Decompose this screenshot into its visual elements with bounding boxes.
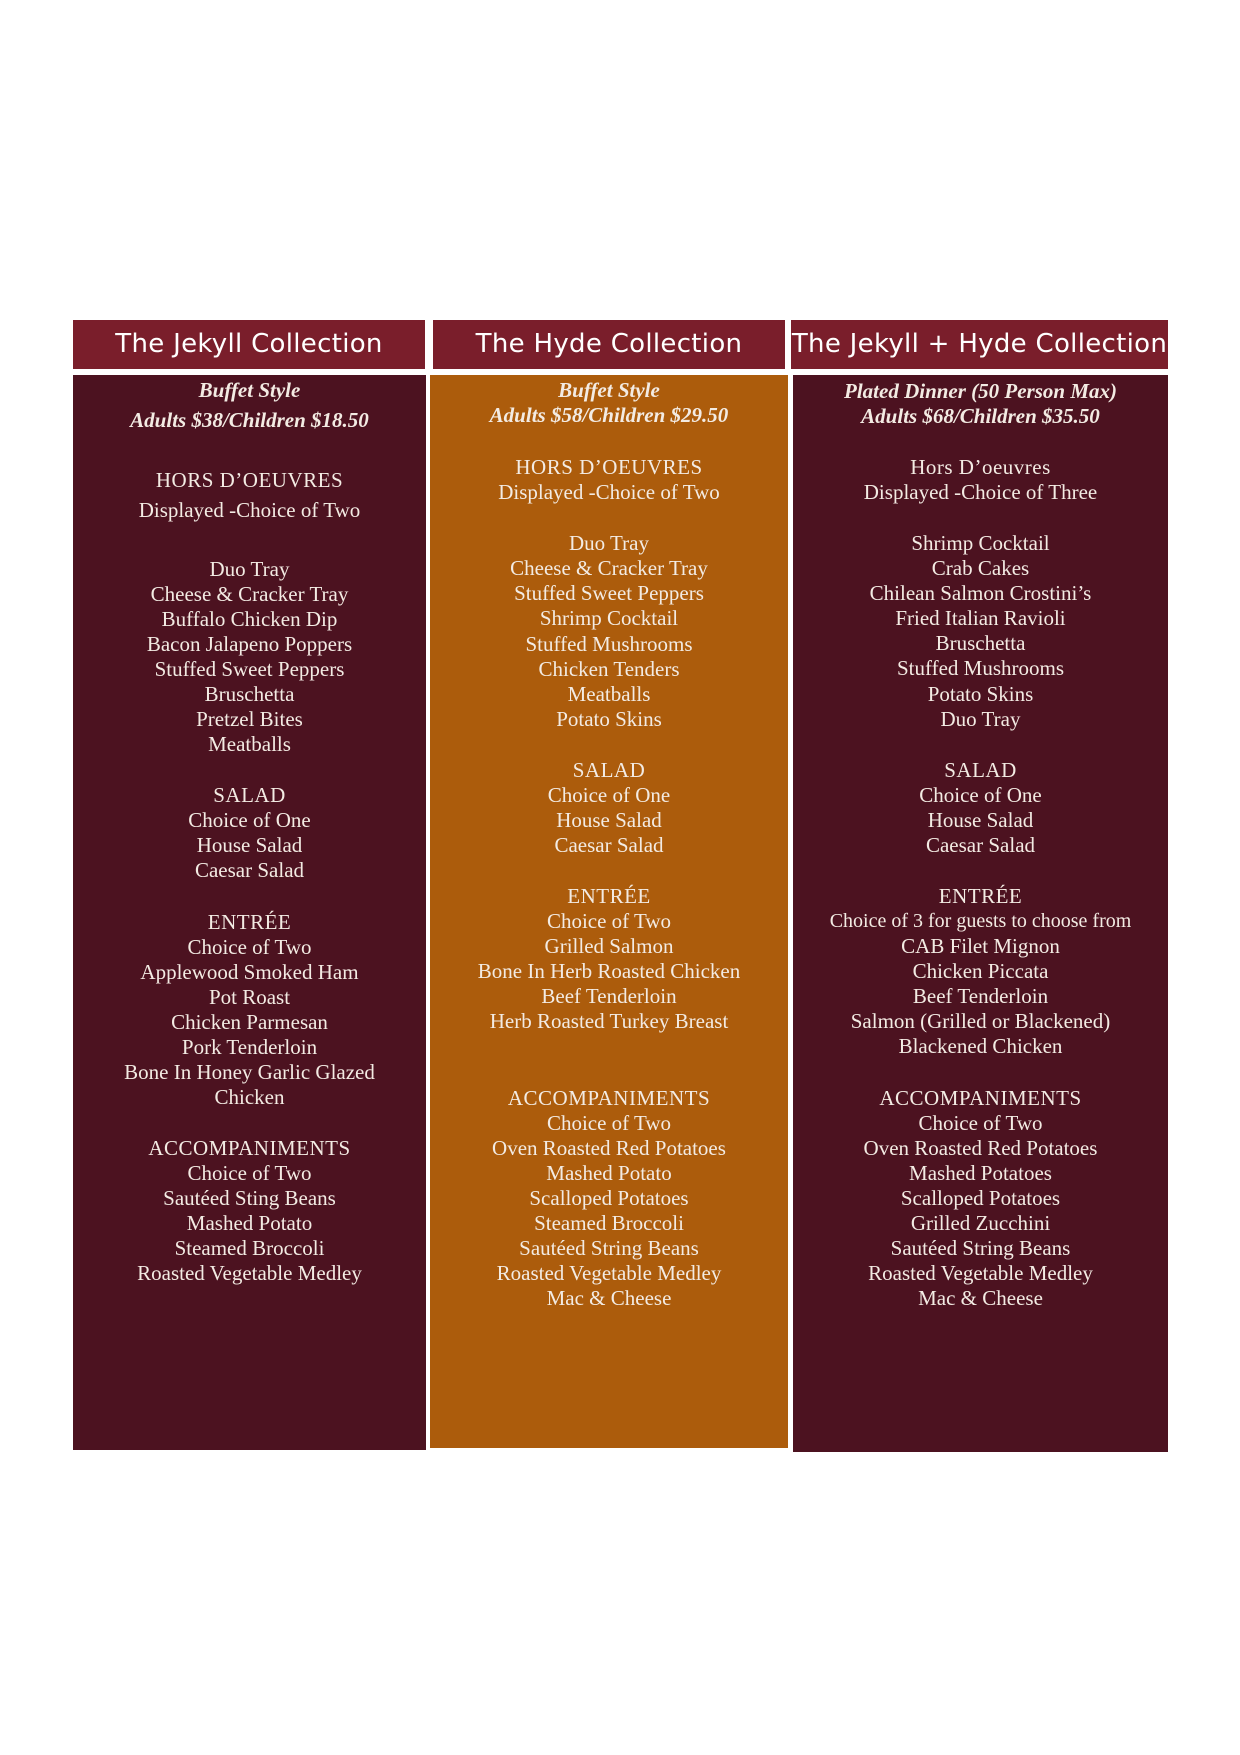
menu-item: Cheese & Cracker Tray — [510, 556, 708, 580]
service-style: Plated Dinner (50 Person Max) — [844, 379, 1117, 403]
menu-item: Herb Roasted Turkey Breast — [489, 1009, 729, 1033]
menu-item: House Salad — [196, 833, 303, 857]
hyde-collection-panel — [430, 375, 788, 1448]
service-style: Buffet Style — [198, 378, 301, 402]
entree-heading: ENTRÉE — [938, 884, 1023, 908]
menu-item: Steamed Broccoli — [534, 1211, 684, 1235]
menu-item: Chicken Piccata — [912, 959, 1049, 983]
hors-doeuvres-heading: HORS D’OEUVRES — [155, 468, 344, 492]
menu-item: Oven Roasted Red Potatoes — [863, 1136, 1098, 1160]
menu-item: Stuffed Sweet Peppers — [514, 581, 704, 605]
jekyll-hyde-collection-panel — [793, 375, 1168, 1452]
menu-item: Chicken Tenders — [538, 657, 680, 681]
menu-item: Mac & Cheese — [546, 1286, 672, 1310]
menu-item: Bruschetta — [204, 682, 295, 706]
menu-item: Duo Tray — [940, 707, 1021, 731]
menu-item: Sautéed Sting Beans — [163, 1186, 336, 1210]
menu-item: Scalloped Potatoes — [900, 1186, 1061, 1210]
menu-item: Beef Tenderloin — [541, 984, 677, 1008]
salad-heading: SALAD — [944, 758, 1017, 782]
menu-item: Cheese & Cracker Tray — [150, 582, 349, 606]
menu-item: Meatballs — [567, 682, 651, 706]
salad-choice: Choice of One — [188, 808, 311, 832]
menu-item: Bruschetta — [935, 631, 1026, 655]
menu-item: Oven Roasted Red Potatoes — [492, 1136, 726, 1160]
menu-item: Grilled Zucchini — [910, 1211, 1051, 1235]
menu-item: Potato Skins — [556, 707, 662, 731]
menu-item: Beef Tenderloin — [912, 984, 1049, 1008]
entree-heading: ENTRÉE — [207, 910, 292, 934]
service-style: Buffet Style — [558, 378, 660, 402]
menu-item: Sautéed String Beans — [890, 1236, 1071, 1260]
menu-item: Roasted Vegetable Medley — [868, 1261, 1093, 1285]
menu-item: Chilean Salmon Crostini’s — [869, 581, 1092, 605]
menu-item: Bacon Jalapeno Poppers — [146, 632, 353, 656]
menu-item: Scalloped Potatoes — [529, 1186, 689, 1210]
accompaniments-choice: Choice of Two — [918, 1111, 1043, 1135]
accompaniments-heading: ACCOMPANIMENTS — [148, 1136, 351, 1160]
menu-item: Mashed Potatoes — [909, 1161, 1052, 1185]
menu-item: Shrimp Cocktail — [539, 606, 679, 630]
menu-item: Roasted Vegetable Medley — [137, 1261, 362, 1285]
hors-doeuvres-heading: HORS D’OEUVRES — [515, 455, 703, 479]
price-line: Adults $58/Children $29.50 — [489, 403, 729, 427]
menu-item: Duo Tray — [569, 531, 649, 555]
menu-item: Roasted Vegetable Medley — [496, 1261, 722, 1285]
menu-item: Chicken — [214, 1085, 285, 1109]
menu-item: Blackened Chicken — [898, 1034, 1063, 1058]
price-line: Adults $38/Children $18.50 — [130, 408, 369, 432]
entree-choice: Choice of 3 for guests to choose from — [829, 910, 1132, 932]
menu-item: Pretzel Bites — [196, 707, 303, 731]
hors-doeuvres-choice: Displayed -Choice of Three — [863, 480, 1098, 504]
menu-item: Bone In Herb Roasted Chicken — [477, 959, 741, 983]
menu-item: Potato Skins — [927, 682, 1034, 706]
menu-item: Pork Tenderloin — [181, 1035, 318, 1059]
menu-item: Bone In Honey Garlic Glazed — [124, 1060, 375, 1084]
entree-heading: ENTRÉE — [567, 884, 651, 908]
accompaniments-heading: ACCOMPANIMENTS — [507, 1086, 711, 1110]
accompaniments-choice: Choice of Two — [187, 1161, 312, 1185]
menu-item: Stuffed Mushrooms — [896, 656, 1065, 680]
menu-item: Applewood Smoked Ham — [140, 960, 359, 984]
menu-item: Stuffed Sweet Peppers — [154, 657, 345, 681]
menu-item: Caesar Salad — [194, 858, 305, 882]
menu-item: Crab Cakes — [931, 556, 1030, 580]
salad-choice: Choice of One — [547, 783, 671, 807]
price-line: Adults $68/Children $35.50 — [861, 404, 1100, 428]
menu-item: Mashed Potato — [186, 1211, 313, 1235]
jekyll-collection-header: The Jekyll Collection — [73, 320, 425, 369]
menu-item: Pot Roast — [208, 985, 291, 1009]
hors-doeuvres-choice: Displayed -Choice of Two — [138, 498, 361, 522]
menu-item: Steamed Broccoli — [174, 1236, 325, 1260]
jekyll-collection-panel — [73, 375, 426, 1450]
menu-item: Stuffed Mushrooms — [525, 632, 693, 656]
menu-item: Chicken Parmesan — [171, 1010, 328, 1034]
menu-item: House Salad — [556, 808, 662, 832]
jekyll-hyde-collection-header: The Jekyll + Hyde Collection — [791, 320, 1168, 369]
entree-choice: Choice of Two — [187, 935, 312, 959]
menu-item: Duo Tray — [209, 557, 290, 581]
menu-item: House Salad — [927, 808, 1034, 832]
salad-choice: Choice of One — [919, 783, 1042, 807]
menu-item: Caesar Salad — [554, 833, 664, 857]
menu-item: CAB Filet Mignon — [901, 934, 1060, 958]
menu-item: Mac & Cheese — [918, 1286, 1043, 1310]
hors-doeuvres-heading: Hors D’oeuvres — [910, 455, 1051, 479]
menu-item: Mashed Potato — [546, 1161, 672, 1185]
menu-item: Caesar Salad — [925, 833, 1036, 857]
hyde-collection-header: The Hyde Collection — [433, 320, 785, 369]
menu-item: Buffalo Chicken Dip — [161, 607, 338, 631]
hors-doeuvres-choice: Displayed -Choice of Two — [498, 480, 720, 504]
accompaniments-choice: Choice of Two — [546, 1111, 672, 1135]
menu-item: Salmon (Grilled or Blackened) — [850, 1009, 1111, 1033]
accompaniments-heading: ACCOMPANIMENTS — [879, 1086, 1082, 1110]
entree-choice: Choice of Two — [546, 909, 672, 933]
salad-heading: SALAD — [213, 783, 286, 807]
menu-item: Grilled Salmon — [544, 934, 674, 958]
menu-item: Meatballs — [208, 732, 291, 756]
menu-item: Shrimp Cocktail — [911, 531, 1050, 555]
menu-item: Sautéed String Beans — [519, 1236, 699, 1260]
menu-item: Fried Italian Ravioli — [895, 606, 1066, 630]
salad-heading: SALAD — [572, 758, 646, 782]
